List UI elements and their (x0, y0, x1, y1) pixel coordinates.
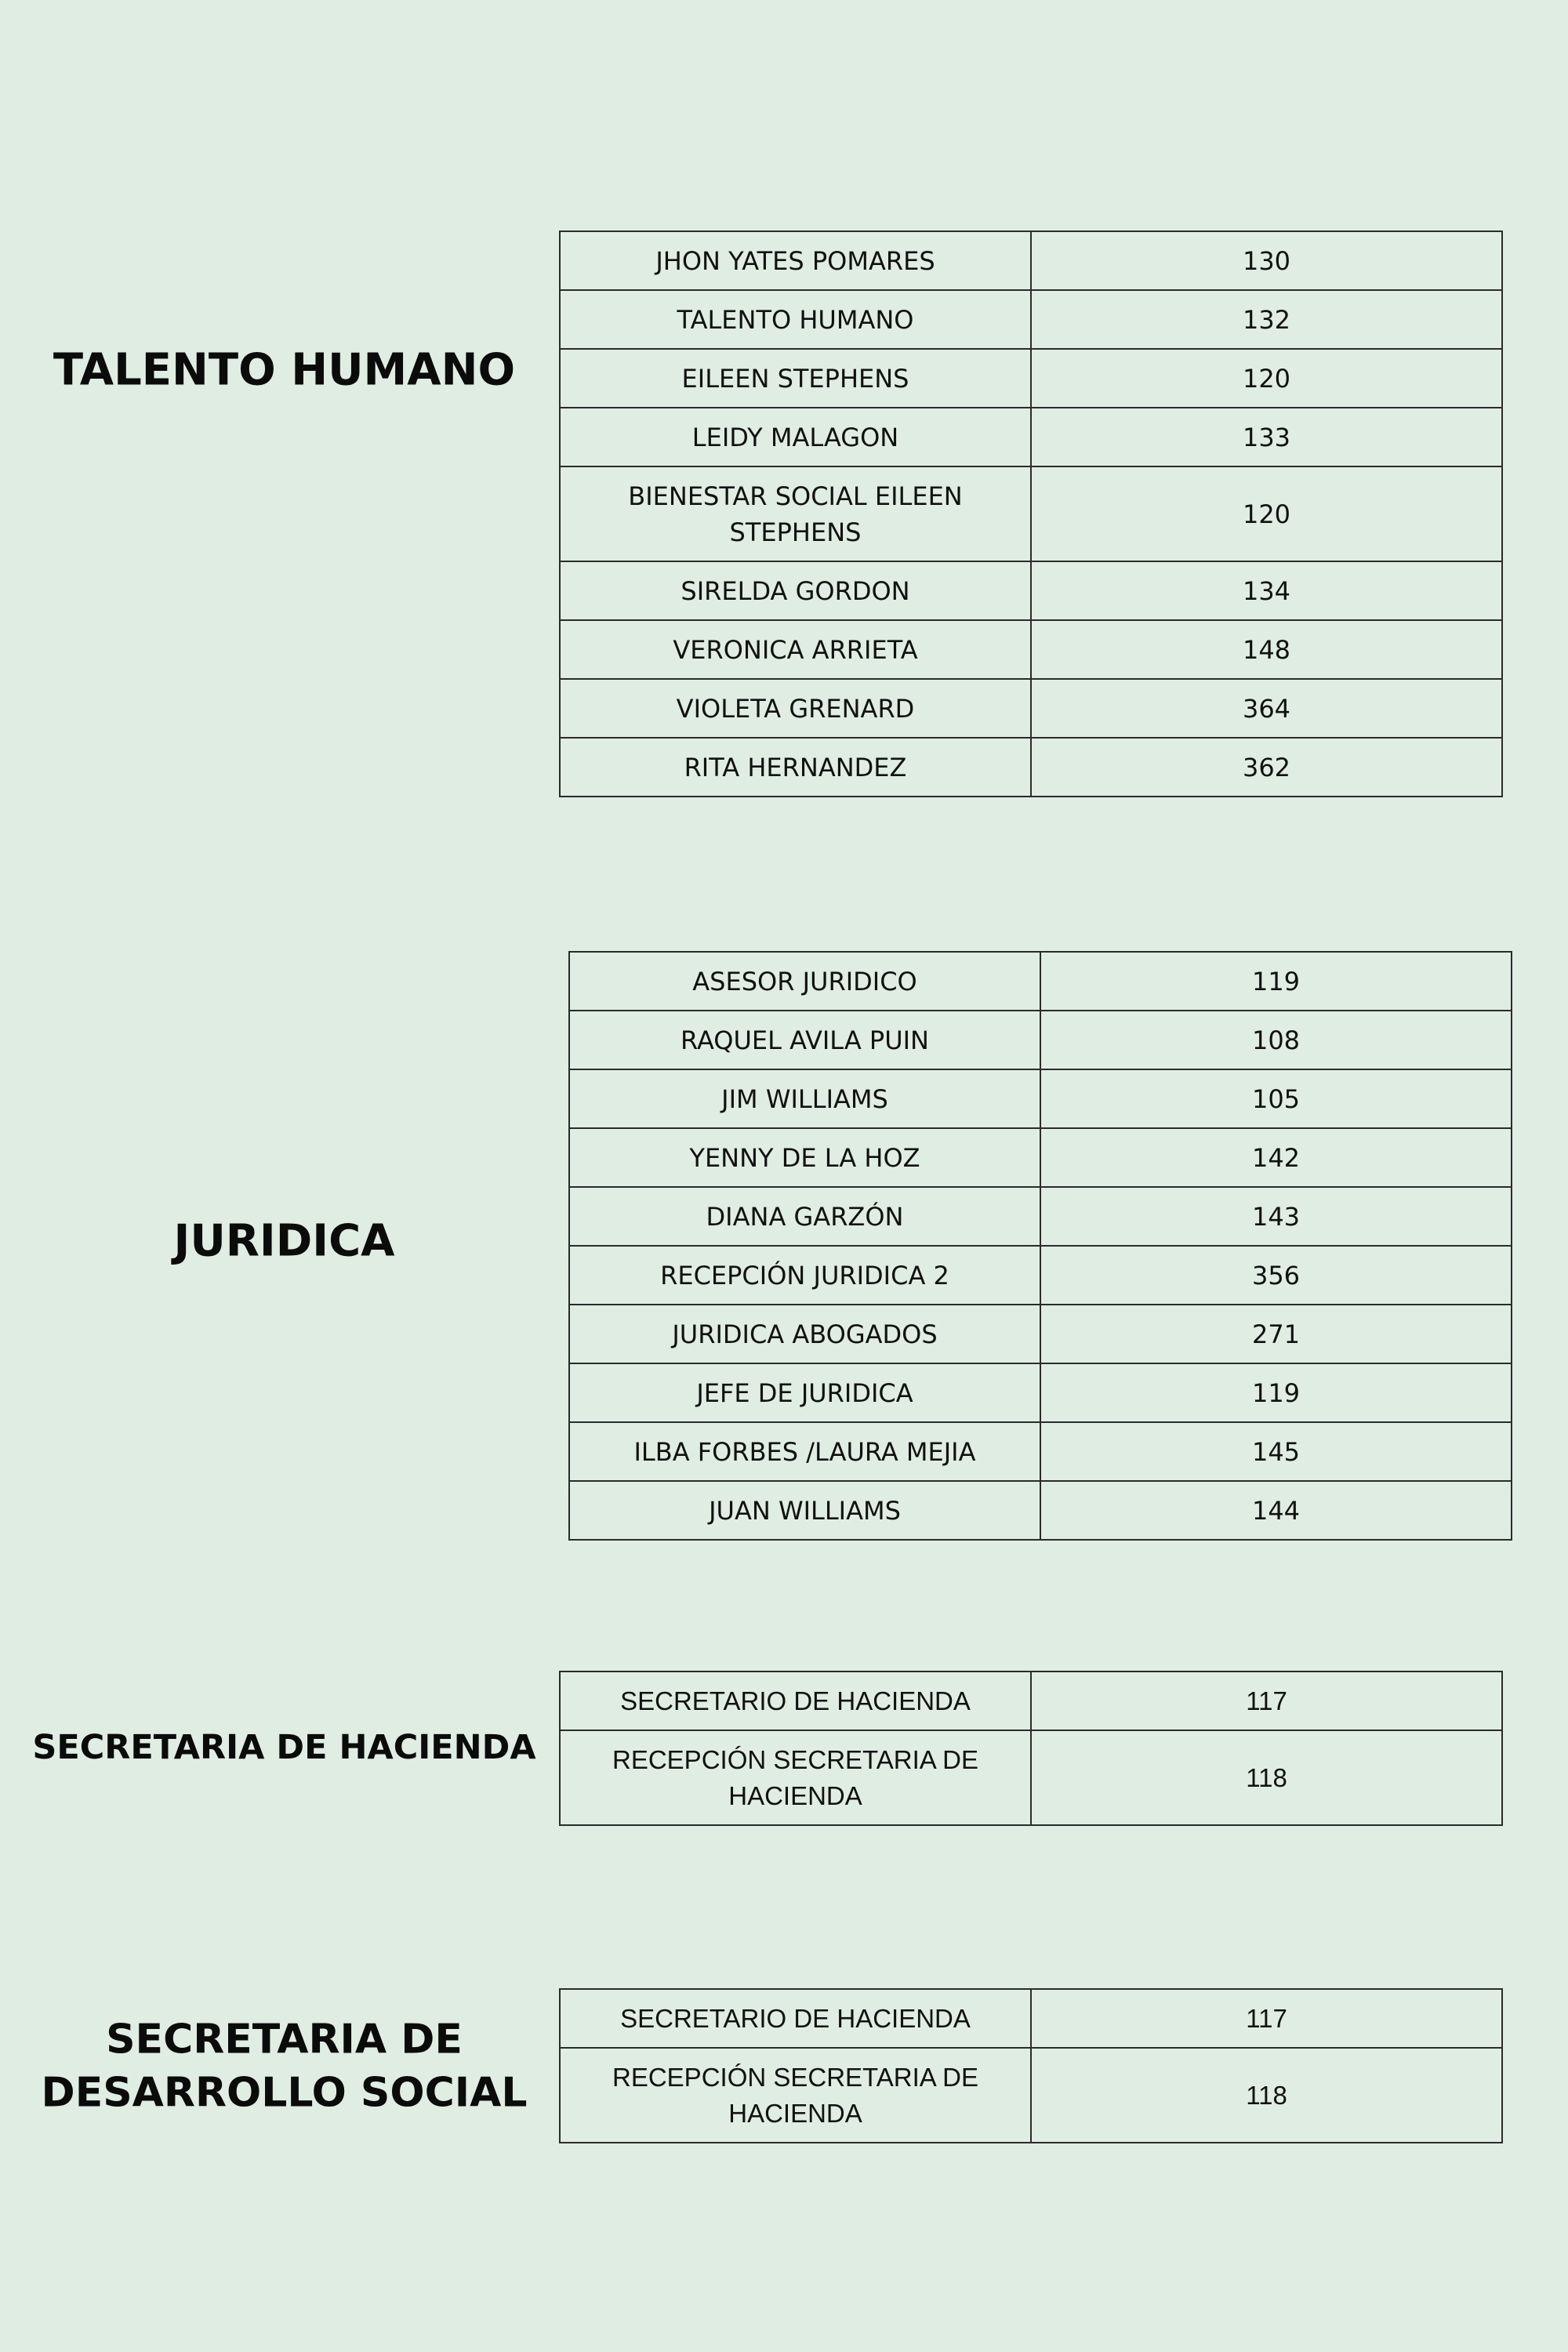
table-row (560, 466, 1502, 561)
extension-cell: 145 (1040, 1422, 1512, 1481)
extension-cell: 271 (1040, 1305, 1512, 1363)
name-cell: TALENTO HUMANO (560, 290, 1031, 349)
section-title: TALENTO HUMANO (53, 344, 516, 396)
name-cell: RECEPCIÓN JURIDICA 2 (569, 1246, 1040, 1305)
extension-cell: 362 (1031, 738, 1502, 797)
table-row (560, 679, 1502, 738)
name-cell: SIRELDA GORDON (560, 561, 1031, 620)
name-cell: JEFE DE JURIDICA (569, 1363, 1040, 1422)
table-row (560, 1730, 1502, 1825)
table-row (569, 1246, 1512, 1305)
section-title-line: SECRETARIA DE (106, 2016, 463, 2063)
table-row (569, 1128, 1512, 1187)
name-cell: RAQUEL AVILA PUIN (569, 1011, 1040, 1069)
name-cell: LEIDY MALAGON (560, 408, 1031, 466)
table-row (569, 1363, 1512, 1422)
extension-cell: 148 (1031, 620, 1502, 679)
name-cell: ILBA FORBES /LAURA MEJIA (569, 1422, 1040, 1481)
name-cell: JURIDICA ABOGADOS (569, 1305, 1040, 1363)
name-cell: JIM WILLIAMS (569, 1069, 1040, 1128)
name-cell: BIENESTAR SOCIAL EILEEN STEPHENS (560, 466, 1031, 561)
extension-cell: 117 (1031, 1671, 1502, 1730)
table-row (569, 952, 1512, 1011)
extension-cell: 117 (1031, 1989, 1502, 2048)
directory-table (568, 951, 1512, 1541)
section-title-line: DESARROLLO SOCIAL (41, 2069, 528, 2116)
table-row (569, 1011, 1512, 1069)
section-title: SECRETARIA DE HACIENDA (32, 1728, 536, 1768)
extension-cell: 143 (1040, 1187, 1512, 1246)
extension-cell: 108 (1040, 1011, 1512, 1069)
table-row (569, 1481, 1512, 1540)
name-cell: RECEPCIÓN SECRETARIA DE HACIENDA (560, 2048, 1031, 2143)
table-row (560, 349, 1502, 408)
name-cell: RITA HERNANDEZ (560, 738, 1031, 797)
extension-cell: 120 (1031, 349, 1502, 408)
table-row (560, 1989, 1502, 2048)
name-cell: JUAN WILLIAMS (569, 1481, 1040, 1540)
name-cell: VIOLETA GRENARD (560, 679, 1031, 738)
directory-table (559, 1671, 1503, 1826)
table-row (560, 620, 1502, 679)
extension-cell: 364 (1031, 679, 1502, 738)
name-cell: DIANA GARZÓN (569, 1187, 1040, 1246)
table-row (569, 1422, 1512, 1481)
directory-table (559, 230, 1503, 797)
extension-cell: 120 (1031, 466, 1502, 561)
extension-cell: 132 (1031, 290, 1502, 349)
extension-cell: 142 (1040, 1128, 1512, 1187)
name-cell: VERONICA ARRIETA (560, 620, 1031, 679)
name-cell: JHON YATES POMARES (560, 231, 1031, 290)
extension-cell: 118 (1031, 2048, 1502, 2143)
extension-cell: 119 (1040, 1363, 1512, 1422)
table-row (560, 408, 1502, 466)
table-row (560, 1671, 1502, 1730)
section-title: JURIDICA (173, 1215, 395, 1267)
name-cell: SECRETARIO DE HACIENDA (560, 1989, 1031, 2048)
table-row (560, 561, 1502, 620)
table-row (569, 1187, 1512, 1246)
name-cell: EILEEN STEPHENS (560, 349, 1031, 408)
extension-cell: 144 (1040, 1481, 1512, 1540)
table-row (560, 738, 1502, 797)
directory-table (559, 1988, 1503, 2143)
section-title (24, 2013, 545, 2119)
extension-cell: 105 (1040, 1069, 1512, 1128)
table-row (560, 231, 1502, 290)
name-cell: YENNY DE LA HOZ (569, 1128, 1040, 1187)
name-cell: RECEPCIÓN SECRETARIA DE HACIENDA (560, 1730, 1031, 1825)
table-row (560, 290, 1502, 349)
table-row (569, 1069, 1512, 1128)
table-row (569, 1305, 1512, 1363)
name-cell: ASESOR JURIDICO (569, 952, 1040, 1011)
extension-cell: 356 (1040, 1246, 1512, 1305)
extension-cell: 130 (1031, 231, 1502, 290)
name-cell: SECRETARIO DE HACIENDA (560, 1671, 1031, 1730)
extension-cell: 118 (1031, 1730, 1502, 1825)
extension-cell: 119 (1040, 952, 1512, 1011)
extension-cell: 134 (1031, 561, 1502, 620)
extension-cell: 133 (1031, 408, 1502, 466)
table-row (560, 2048, 1502, 2143)
